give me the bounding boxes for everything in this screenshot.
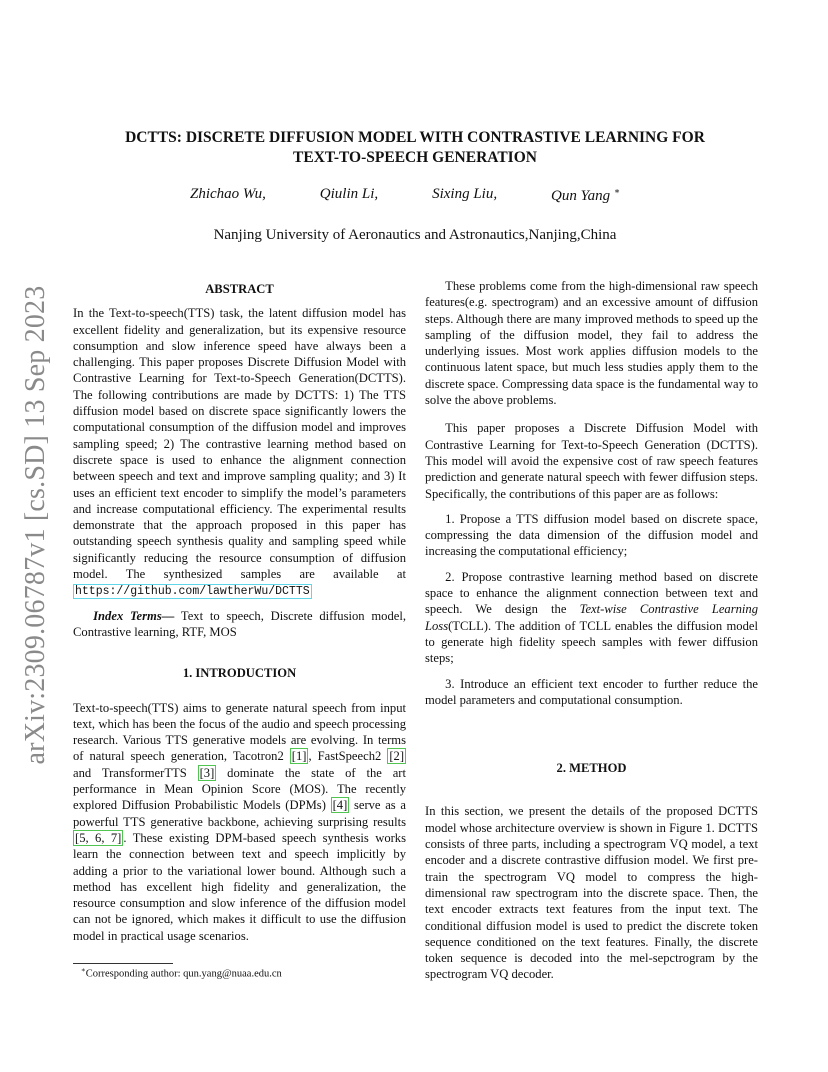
right-column: [425, 278, 758, 983]
affiliation: Nanjing University of Aeronautics and Astronautics,Nanjing,China: [213, 227, 617, 243]
contribution-1: 1. Propose a TTS diffusion model based on discrete space, compressing the data dimension of the diffusion model and increasing the computational efficiency;: [425, 511, 758, 559]
citation-1[interactable]: [1]: [291, 749, 307, 764]
citation-3[interactable]: [3]: [199, 765, 215, 780]
title-line-1: DCTTS: DISCRETE DIFFUSION MODEL WITH CONTRASTIVE LEARNING FOR: [125, 129, 705, 146]
paper-title: [70, 128, 760, 168]
author-4: Qun Yang ∗: [551, 186, 620, 204]
method-heading: 2. METHOD: [556, 761, 627, 776]
author-list: [190, 186, 620, 205]
index-terms-label: Index Terms—: [93, 608, 175, 623]
arxiv-id: arXiv:2309.06787v1 [cs.SD] 13 Sep 2023: [20, 285, 51, 765]
code-url-link[interactable]: https://github.com/lawtherWu/DCTTS: [75, 585, 310, 599]
footnote-rule: [73, 963, 173, 964]
title-line-2: TEXT-TO-SPEECH GENERATION: [293, 149, 537, 166]
intro-body: Text-to-speech(TTS) aims to generate natural speech from input text, which has been the focus of the audio and speech processing research. Various TTS generative models are evolving. In terms of natural speech generation, Tacotron2 [1] , FastSpeech2 [2] and TransformerTTS [3] dominate the state of the art performance in Mean Opinion Score (MOS). The recently explored Diffusion Probabilistic Models (DPMs) [4] serve as a powerful TTS generative backbone, achieving surprising results [5, 6, 7] . These existing DPM-based speech synthesis works learn the connection between text and speech implicitly by adding a prior to the variational lower bound. Although such a method has excellent high fidelity and generalization, the resource consumption and slow inference of the diffusion model can not be ignored, which makes it difficult to use the diffusion model in practical usage scenarios.: [73, 700, 407, 943]
contribution-2: 2. Propose contrastive learning method based on discrete space to enhance the alignment connection between text and speech. We design the Text-wise Contrastive Learning Loss(TCLL). The addition of TCLL enables the diffusion model to generate high fidelity speech samples with fewer diffusion steps;: [425, 569, 759, 666]
arxiv-side-label: [14, 285, 58, 765]
citation-4[interactable]: [4]: [332, 798, 348, 813]
citation-5-6-7[interactable]: [5, 6, 7]: [75, 830, 122, 845]
left-column: [73, 281, 406, 944]
citation-2[interactable]: [2]: [389, 749, 405, 764]
intro-heading: 1. INTRODUCTION: [182, 666, 297, 681]
method-body: In this section, we present the details of the proposed DCTTS model whose architecture overview is shown in Figure 1. DCTTS consists of three parts, including a spectrogram VQ model, a text encoder and a discrete contrastive diffusion model. We first pre-train the spectrogram VQ model to compress the high-dimensional raw spectrogram into the discrete space. Then, the text encoder extracts text features from the input text. The conditional diffusion model is used to predict the discrete token sequence conditioned on the text features. Finally, the discrete token sequence is decoded into the mel-sepctrogram by the spectrogram VQ decoder.: [425, 804, 758, 982]
author-1: Zhichao Wu,: [190, 186, 266, 202]
author-2: Qiulin Li,: [319, 186, 379, 202]
abstract-heading: ABSTRACT: [205, 282, 274, 296]
problems-paragraph: These problems come from the high-dimensional raw speech features(e.g. spectrogram) and an excessive amount of diffusion steps. Although there are many improved methods to speed up the sampling of the diffusion model, they fail to address the underlying issues. Most work applies diffusion models to the continuous latent space, but much less studies apply them to the discrete space. Compressing data space is the fundamental way to solve the above problems.: [425, 279, 758, 408]
index-terms: Index Terms— Text to speech, Discrete diffusion model, Contrastive learning, RTF, MOS: [73, 608, 406, 639]
author-3: Sixing Liu,: [432, 186, 498, 202]
abstract-body: In the Text-to-speech(TTS) task, the latent diffusion model has excellent fidelity and generalization, but its expensive resource consumption and slow inference speed have always been a challenging. This paper proposes Discrete Diffusion Model with Contrastive Learning for Text-to-Speech Generation(DCTTS). The following contributions are made by DCTTS: 1) The TTS diffusion model based on discrete space significantly lowers the computational consumption of the diffusion model and improves sampling speed; 2) The contrastive learning method based on discrete space is used to enhance the alignment connection between speech and text and improve sampling quality; and 3) It uses an efficient text encoder to simplify the model’s parameters and increase computational efficiency. The experimental results demonstrate that the approach proposed in this paper has outstanding speech synthesis quality and sampling speed while significantly reducing the resource consumption of diffusion model. The synthesized samples are available at https://github.com/lawtherWu/DCTTS: [73, 306, 406, 599]
footnote: ∗Corresponding author: qun.yang@nuaa.edu.cn: [81, 966, 282, 980]
proposal-paragraph: This paper proposes a Discrete Diffusion Model with Contrastive Learning for Text-to-Speech Generation (DCTTS). This model will avoid the expensive cost of raw speech features prediction and generate natural speech with fewer diffusion steps. Specifically, the contributions of this paper are as follows:: [425, 421, 758, 501]
corresponding-mark: ∗: [613, 186, 620, 196]
contribution-3: 3. Introduce an efficient text encoder to further reduce the model parameters and computational consumption.: [425, 676, 758, 707]
